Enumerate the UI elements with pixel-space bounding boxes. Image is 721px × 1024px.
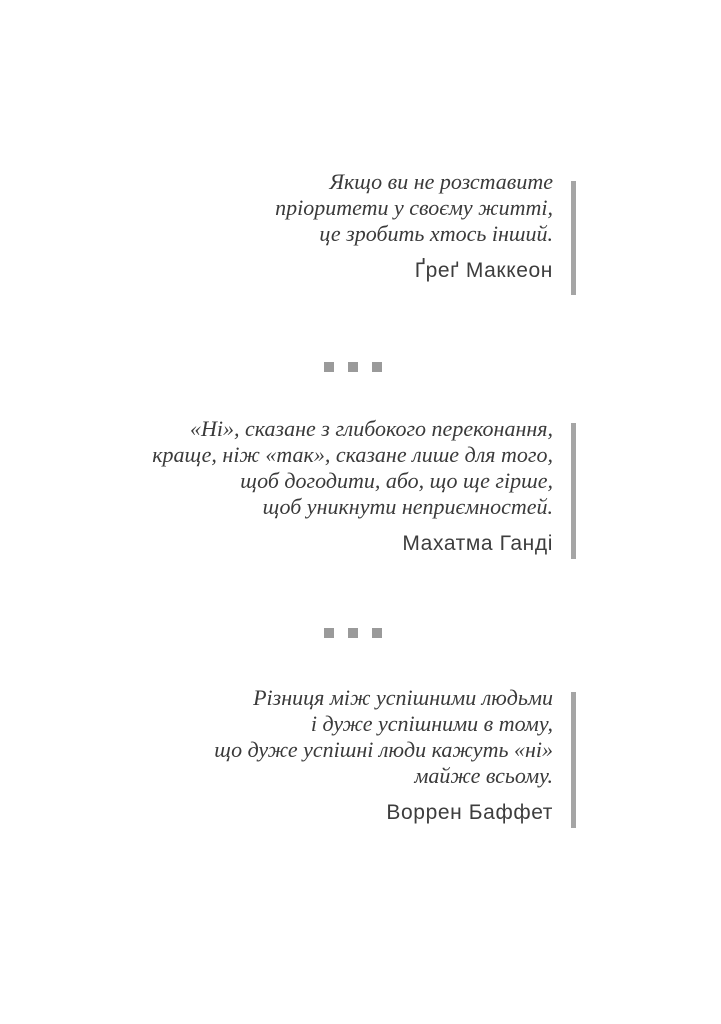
quote-accent-bar — [571, 692, 576, 828]
quote-author: Ґреґ Маккеон — [414, 259, 553, 282]
separator-square — [324, 628, 334, 638]
quote-line: і дуже успішними в тому, — [310, 711, 553, 736]
quote-line: щоб уникнути неприємностей. — [262, 494, 553, 519]
quote-1 — [275, 169, 553, 283]
quote-author: Воррен Баффет — [386, 801, 553, 824]
quote-2 — [152, 416, 553, 556]
separator-square — [324, 362, 334, 372]
quote-author: Махатма Ганді — [402, 532, 553, 555]
quote-line: це зробить хтось інший. — [319, 221, 553, 246]
quote-line: краще, ніж «так», сказане лише для того, — [152, 442, 553, 467]
quote-line: що дуже успішні люди кажуть «ні» — [214, 737, 553, 762]
quote-line: Якщо ви не розставите — [329, 169, 553, 194]
quote-accent-bar — [571, 423, 576, 559]
separator-square — [348, 362, 358, 372]
separator-square — [348, 628, 358, 638]
quote-line: щоб догодити, або, що ще гірше, — [240, 468, 553, 493]
quote-line: Різниця між успішними людьми — [253, 685, 553, 710]
separator-square — [372, 628, 382, 638]
quote-line: пріоритети у своєму житті, — [275, 195, 553, 220]
quote-text — [152, 416, 553, 520]
quote-accent-bar — [571, 181, 576, 295]
quote-text — [214, 685, 553, 789]
quote-line: майже всьому. — [414, 763, 553, 788]
quote-3 — [214, 685, 553, 825]
separator-square — [372, 362, 382, 372]
quote-line: «Ні», сказане з глибокого переконання, — [190, 416, 553, 441]
quote-text — [275, 169, 553, 247]
section-separator — [320, 628, 386, 638]
section-separator — [320, 362, 386, 372]
